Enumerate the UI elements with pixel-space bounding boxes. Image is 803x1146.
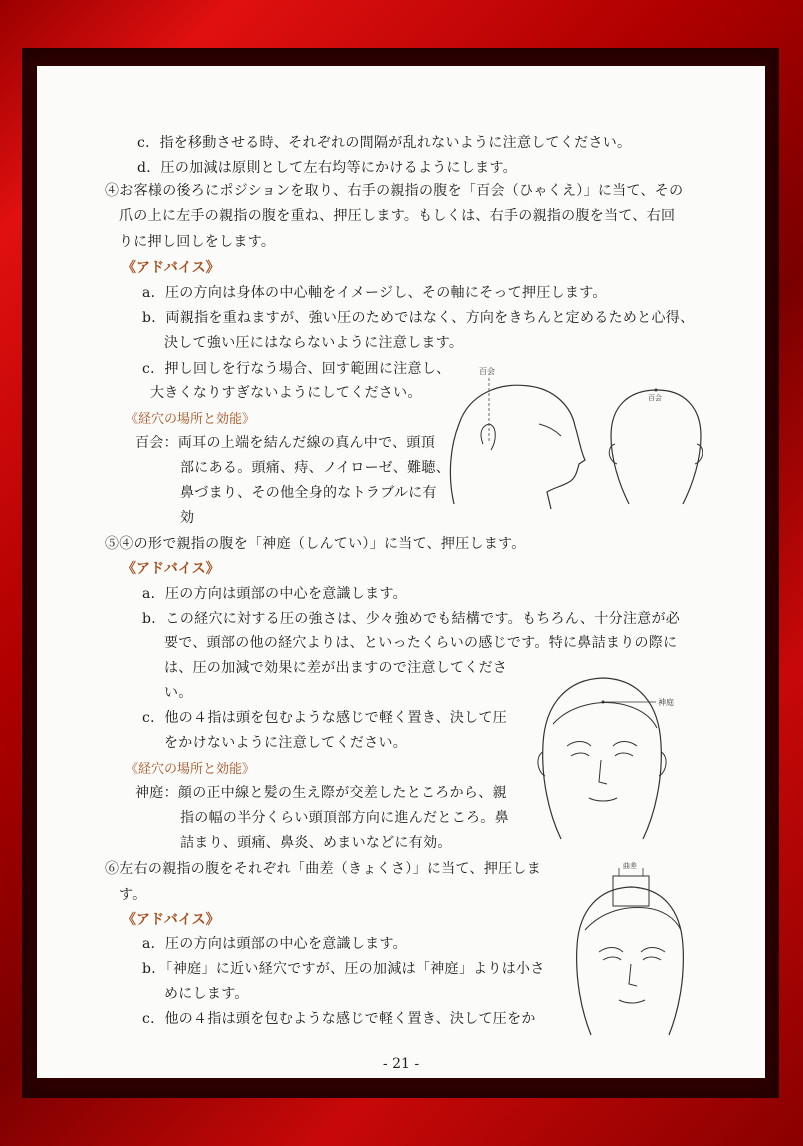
- text-line: b．この経穴に対する圧の強さは、少々強めでも結構です。もちろん、十分注意が必: [142, 611, 681, 627]
- page-number: - 21 -: [382, 1056, 420, 1072]
- advice-heading: 《アドバイス》: [122, 912, 220, 928]
- acupoint-heading: 《経穴の場所と効能》: [125, 412, 256, 427]
- text-line: ⑥左右の親指の腹をそれぞれ「曲差（きょくさ）」に当て、押圧しま: [105, 861, 542, 877]
- text-line: c．押し回しを行なう場合、回す範囲に注意し、: [142, 361, 451, 377]
- text-line: 指の幅の半分くらい頭頂部方向に進んだところ。鼻: [180, 810, 509, 826]
- text-line: ⑤④の形で親指の腹を「神庭（しんてい）」に当て、押圧します。: [105, 536, 526, 552]
- text-line: い。: [164, 685, 193, 701]
- text-line: 爪の上に左手の親指の腹を重ね、押圧します。もしくは、右手の親指の腹を当て、右回: [119, 208, 676, 224]
- text-line: は、圧の加減で効果に差が出ますので注意してくださ: [164, 660, 508, 676]
- text-line: めにします。: [164, 986, 249, 1002]
- text-line: 神庭：顔の正中線と髪の生え際が交差したところから、親: [135, 785, 507, 801]
- text-line: 鼻づまり、その他全身的なトラブルに有: [180, 485, 437, 501]
- fig1-label-a: 百会: [479, 367, 495, 376]
- text-line: をかけないように注意してください。: [164, 735, 408, 751]
- face-front-illustration: [531, 664, 691, 844]
- text-line: c．他の４指は頭を包むような感じで軽く置き、決して圧をか: [142, 1011, 536, 1027]
- text-line: 大きくなりすぎないようにしてください。: [150, 385, 422, 401]
- text-line: a．圧の方向は身体の中心軸をイメージし、その軸にそって押圧します。: [142, 285, 607, 301]
- text-line: a．圧の方向は頭部の中心を意識します。: [142, 586, 407, 602]
- acupoint-heading: 《経穴の場所と効能》: [125, 762, 256, 777]
- text-line: りに押し回しをします。: [119, 234, 276, 250]
- text-line: す。: [119, 887, 147, 903]
- text-line: 部にある。頭痛、痔、ノイローゼ、難聴、: [180, 460, 451, 476]
- fig1-label-b: 百会: [648, 394, 662, 402]
- text-line: 決して強い圧にはならないように注意します。: [164, 335, 464, 351]
- text-line: d．圧の加減は原則として左右均等にかけるようにします。: [137, 160, 517, 176]
- text-line: 詰まり、頭痛、鼻炎、めまいなどに有効。: [180, 835, 452, 851]
- document-page: [37, 66, 765, 1078]
- text-line: ④お客様の後ろにポジションを取り、右手の親指の腹を「百会（ひゃくえ）」に当て、その: [105, 183, 684, 199]
- face-front-kyokusa-illustration: [567, 860, 697, 1040]
- text-line: a．圧の方向は頭部の中心を意識します。: [142, 936, 407, 952]
- text-line: c．指を移動させる時、それぞれの間隔が乱れないように注意してください。: [137, 135, 632, 151]
- advice-heading: 《アドバイス》: [122, 561, 220, 577]
- text-line: 要で、頭部の他の経穴よりは、といったくらいの感じです。特に鼻詰まりの際に: [164, 635, 678, 651]
- text-line: b．両親指を重ねますが、強い圧のためではなく、方向をきちんと定めるためと心得、: [142, 310, 695, 326]
- text-line: c．他の４指は頭を包むような感じで軽く置き、決して圧: [142, 710, 508, 726]
- head-side-back-illustration: [439, 364, 703, 514]
- fig2-label: 神庭: [658, 698, 674, 707]
- text-line: 効: [180, 510, 195, 526]
- text-line: 百会：両耳の上端を結んだ線の真ん中で、頭頂: [135, 435, 436, 451]
- text-line: b．「神庭」に近い経穴ですが、圧の加減は「神庭」よりは小さ: [142, 961, 545, 977]
- fig3-label: 曲差: [623, 862, 637, 870]
- advice-heading: 《アドバイス》: [122, 260, 220, 276]
